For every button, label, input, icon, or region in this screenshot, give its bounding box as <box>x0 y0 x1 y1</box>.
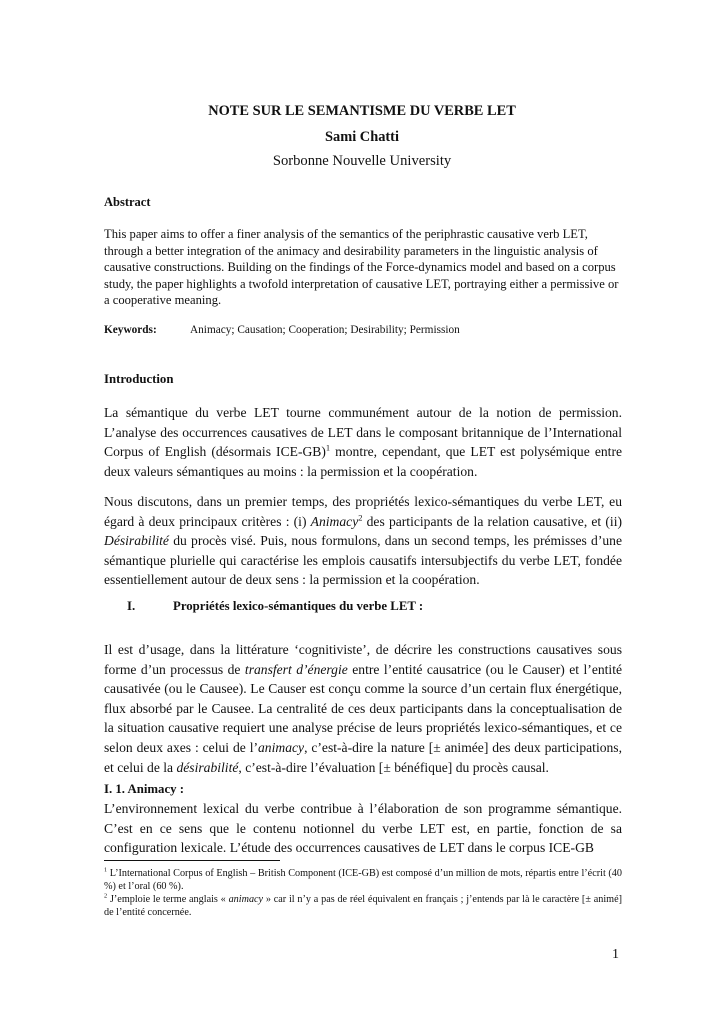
author-affiliation: Sorbonne Nouvelle University <box>272 153 452 169</box>
section-1-number: I. <box>127 599 136 613</box>
footnote-2-emphasis: animacy <box>228 894 264 905</box>
footnote-1-mark: 1 <box>104 866 108 874</box>
section-1-text-a: Il est d’usage, dans la littérature ‘cognitiviste’, de décrire les constructions causatives sous forme d’un processus de <box>104 642 622 677</box>
introduction-heading: Introduction <box>104 372 174 386</box>
section-1-emphasis-desirabilite: désirabilité <box>176 759 239 775</box>
section-1-heading <box>127 599 423 614</box>
section-1-title: Propriétés lexico-sémantiques du verbe LET : <box>173 599 424 613</box>
introduction-paragraph-2 <box>104 492 622 590</box>
subsection-1-1-paragraph: L’environnement lexical du verbe contribue à l’élaboration de son programme sémantique. C’est en ce sens que le contenu notionnel du verbe LET est, en partie, fonction de sa configuration lexicale. L’étude des occurrences causatives de LET dans le corpus ICE-GB <box>104 801 622 856</box>
abstract-text: This paper aims to offer a finer analysis of the semantics of the periphrastic causative verb LET, through a better integration of the animacy and desirability parameters in the linguistic analysis of causative constructions. Building on the findings of the Force-dynamics model and based on a corpus study, the paper highlights a twofold interpretation of causative LET, portraying either a permissive or a cooperative meaning. <box>104 227 619 308</box>
intro-p1-text-b: montre, cependant, que LET est polysémique entre deux valeurs sémantiques au moins : la permission et la coopération. <box>104 444 623 479</box>
intro-p2-emphasis-desirabilite: Désirabilité <box>104 533 169 549</box>
intro-p2-text-b: des participants de la relation causative, et (ii) <box>362 513 622 529</box>
footnote-1 <box>104 867 622 893</box>
keywords-label: Keywords: <box>104 324 157 336</box>
footnote-2-mark: 2 <box>104 892 108 900</box>
intro-p2-text-c: du procès visé. Puis, nous formulons, dans un second temps, les prémisses d’une sémantique plurielle qui caractérise les emplois causatifs intersubjectifs du verbe LET, fondée essentiellement autour de deux sens : la permission et la coopération. <box>104 533 622 588</box>
section-1-emphasis-animacy: animacy <box>258 739 305 755</box>
footnote-separator <box>104 860 280 861</box>
subsection-1-1-heading: I. 1. Animacy : <box>104 782 184 796</box>
footnote-ref-1: 1 <box>325 442 331 453</box>
introduction-paragraph-1 <box>104 403 622 481</box>
paper-title: NOTE SUR LE SEMANTISME DU VERBE LET <box>208 103 516 119</box>
intro-p1-text-a: La sémantique du verbe LET tourne communément autour de la notion de permission. L’analyse des occurrences causatives de LET dans le composant britannique de l’International Corpus of English (désormais ICE-GB) <box>104 405 622 460</box>
page-number: 1 <box>612 947 619 962</box>
section-1-paragraph <box>104 640 622 777</box>
abstract-heading: Abstract <box>104 195 151 209</box>
keywords-line <box>104 324 460 336</box>
intro-p2-emphasis-animacy: Animacy <box>310 513 359 529</box>
footnote-ref-2: 2 <box>358 512 363 523</box>
section-1-text-b: entre l’entité causatrice (ou le Causer) et l’entité causativée (ou le Causee). Le Causer est conçu comme la source d’un certain flux énergétique, flux absorbé par le Causee. La centralité de ces deux participants dans la conceptualisation de la situation causative requiert une analyse précise de leurs propriétés lexico-sémantiques, et ce selon deux axes : celui de l’ <box>104 661 623 755</box>
section-1-text-c: , c’est-à-dire la nature [± animée] des deux participations, et celui de la <box>104 739 622 775</box>
footnote-2-text-b: » car il n’y a pas de réel équivalent en français ; j’entends par là le caractère [± animé] de l’entité concernée. <box>104 894 622 919</box>
footnote-2 <box>104 893 622 919</box>
footnote-2-text-a: J’emploie le terme anglais « <box>107 894 229 905</box>
section-1-text-d: , c’est-à-dire l’évaluation [± bénéfique] du procès causal. <box>238 759 549 775</box>
intro-p2-text-a: Nous discutons, dans un premier temps, des propriétés lexico-sémantiques du verbe LET, eu égard à deux principaux critères : (i) <box>104 494 622 529</box>
author-name: Sami Chatti <box>325 129 399 145</box>
keywords-value: Animacy; Causation; Cooperation; Desirability; Permission <box>190 324 460 336</box>
footnote-1-text: L’International Corpus of English – British Component (ICE-GB) est composé d’un million de mots, répartis entre l’écrit (40 %) et l’oral (60 %). <box>104 868 622 893</box>
section-1-emphasis-transfert: transfert d’énergie <box>244 661 348 677</box>
